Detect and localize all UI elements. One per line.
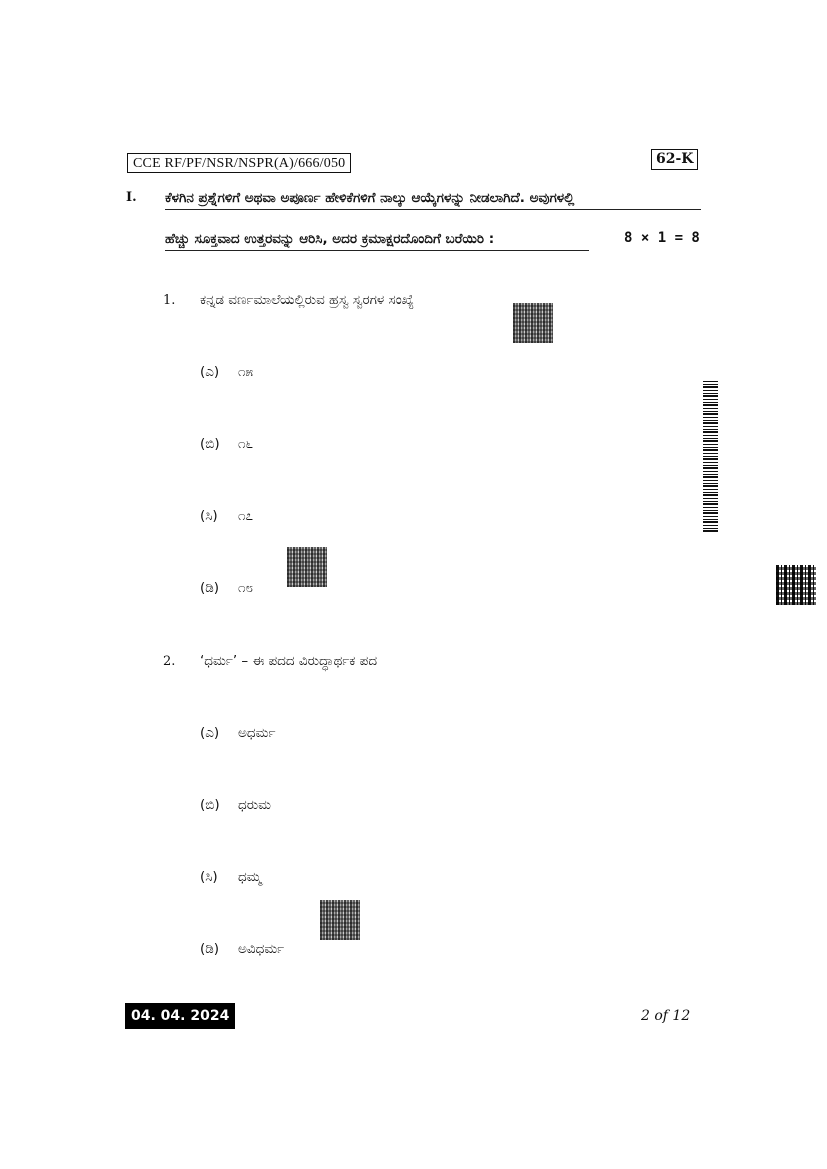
option-text: ಅವಿಧರ್ಮ [238, 941, 285, 957]
option-1a [200, 364, 253, 380]
section-number: I. [126, 190, 137, 205]
qr-code-icon [513, 303, 553, 343]
option-label: (ಸಿ) [200, 869, 218, 885]
option-1c [200, 508, 253, 524]
instruction-line-1: ಕೆಳಗಿನ ಪ್ರಶ್ನೆಗಳಿಗೆ ಅಥವಾ ಅಪೂರ್ಣ ಹೇಳಿಕೆಗಳಿಗೆ ನಾಲ್ಕು ಆಯ್ಕೆಗಳನ್ನು ನೀಡಲಾಗಿದೆ. ಅವುಗಳಲ್ಲಿ [165, 187, 701, 210]
option-text: ೧೭ [238, 508, 254, 524]
qr-code-icon [287, 547, 327, 587]
option-text: ೧೮ [238, 580, 254, 596]
option-text: ೧೫ [238, 364, 254, 380]
option-text: ಅಧರ್ಮ [238, 725, 276, 741]
option-2a [200, 725, 275, 741]
side-qr-code-icon [776, 565, 816, 605]
question-number: 2. [163, 654, 176, 669]
option-label: (ಸಿ) [200, 508, 218, 524]
option-label: (ಎ) [200, 725, 220, 741]
barcode-icon [703, 380, 718, 532]
option-text: ಧಮ್ಮ [238, 869, 262, 885]
page-number: 2 of 12 [641, 1008, 691, 1024]
qr-code-icon [320, 900, 360, 940]
option-label: (ಬಿ) [200, 797, 220, 813]
option-2c [200, 869, 261, 885]
option-text: ಧರುಮ [238, 797, 271, 813]
option-1d [200, 580, 253, 596]
option-1b [200, 436, 253, 452]
question-text: ‘ಧರ್ಮ’ – ಈ ಪದದ ವಿರುದ್ಧಾರ್ಥಕ ಪದ [200, 653, 378, 669]
paper-code: CCE RF/PF/NSR/NSPR(A)/666/050 [127, 153, 351, 173]
option-label: (ಬಿ) [200, 436, 220, 452]
exam-date: 04. 04. 2024 [125, 1003, 235, 1029]
option-text: ೧೬ [238, 436, 254, 452]
option-2d [200, 941, 284, 957]
question-text: ಕನ್ನಡ ವರ್ಣಮಾಲೆಯಲ್ಲಿರುವ ಹ್ರಸ್ವ ಸ್ವರಗಳ ಸಂಖ್ಯೆ [200, 292, 414, 308]
option-label: (ಡಿ) [200, 941, 220, 957]
question-number: 1. [163, 293, 176, 308]
set-code: 62-K [651, 149, 698, 170]
marks-scheme: 8 × 1 = 8 [624, 230, 700, 246]
option-2b [200, 797, 271, 813]
instruction-line-2: ಹೆಚ್ಚು ಸೂಕ್ತವಾದ ಉತ್ತರವನ್ನು ಆರಿಸಿ, ಅದರ ಕ್ರಮಾಕ್ಷರದೊಂದಿಗೆ ಬರೆಯಿರಿ : [165, 228, 589, 251]
option-label: (ಡಿ) [200, 580, 220, 596]
option-label: (ಎ) [200, 364, 220, 380]
